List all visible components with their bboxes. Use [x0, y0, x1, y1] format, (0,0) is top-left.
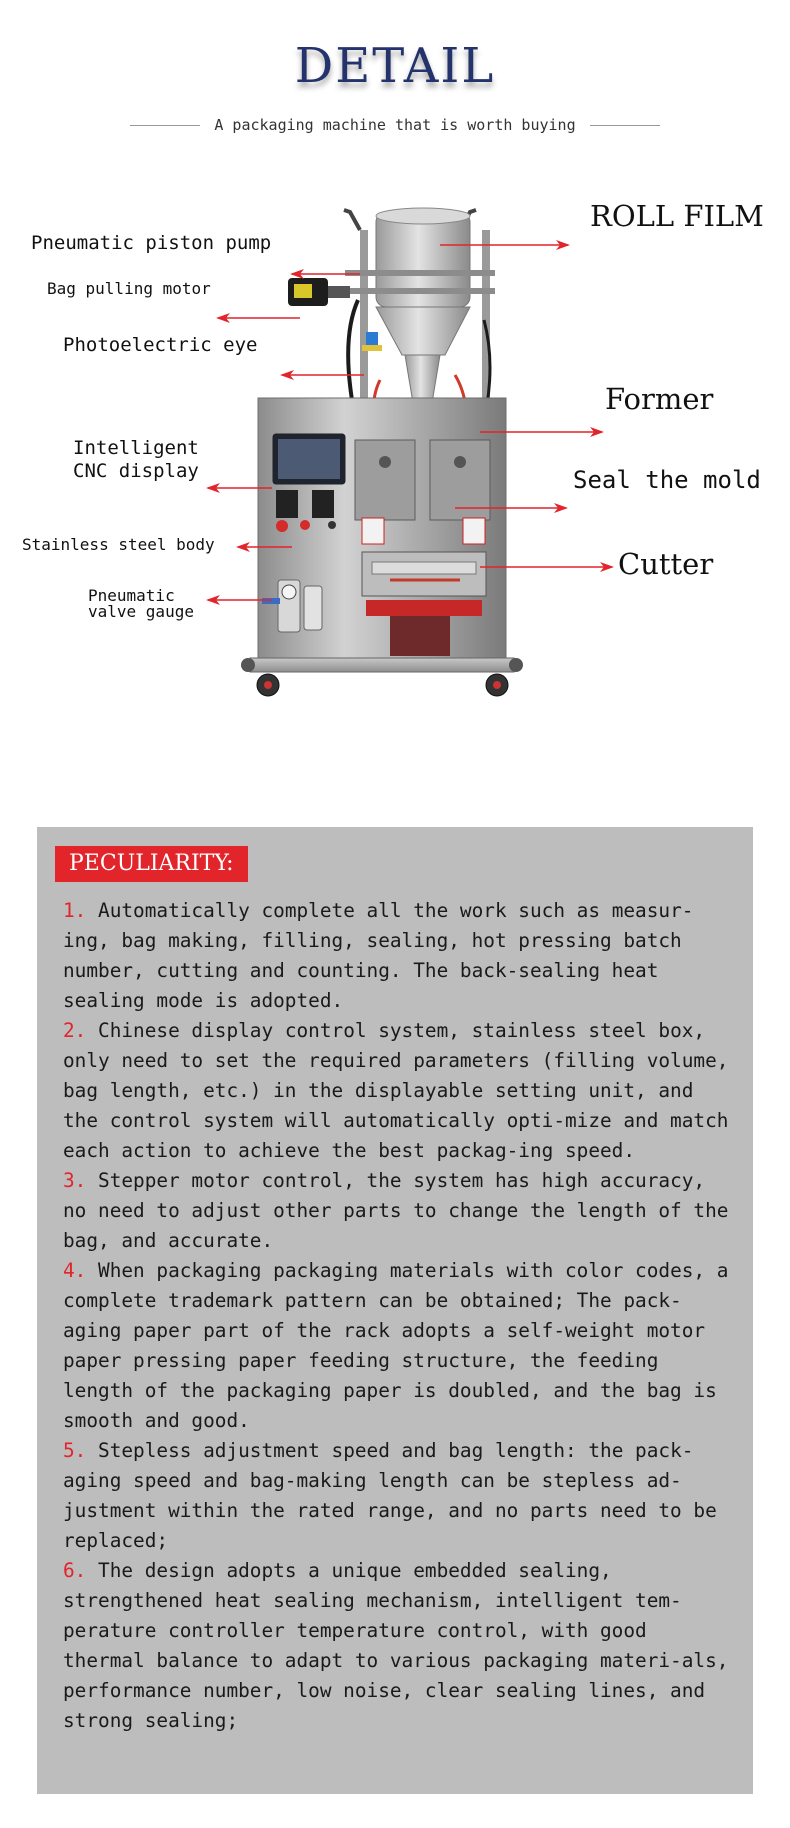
- label-cnc-display: CNC display: [73, 460, 199, 482]
- label-valve-gauge: valve gauge: [88, 602, 194, 621]
- label-photoelectric-eye: Photoelectric eye: [63, 334, 258, 356]
- feature-item-1: 1. Automatically complete all the work such as measur-ing, bag making, filling, sealing, hot pressing batch number, cutting and counting. The back-sealing heat sealing mode is adopted.: [63, 899, 694, 1012]
- page-subtitle: A packaging machine that is worth buying: [214, 116, 576, 134]
- peculiarity-list: [63, 896, 731, 1736]
- stop-button: [276, 520, 288, 532]
- label-intelligent: Intelligent: [73, 437, 199, 459]
- left-handle: [344, 210, 360, 230]
- feature-item-5: 5. Stepless adjustment speed and bag length: the pack-aging speed and bag-making length can be stepless ad-justment within the rated range, and no parts need to be replaced;: [63, 1439, 717, 1552]
- label-cutter: Cutter: [618, 547, 714, 581]
- label-stainless-steel-body: Stainless steel body: [22, 535, 215, 554]
- divider-right: [590, 125, 660, 126]
- subtitle-row: [0, 116, 790, 134]
- label-former: Former: [605, 382, 714, 416]
- label-seal-the-mold: Seal the mold: [573, 466, 761, 494]
- peculiarity-heading: PECULIARITY:: [55, 846, 248, 882]
- label-bag-pulling-motor: Bag pulling motor: [47, 279, 211, 298]
- divider-left: [130, 125, 200, 126]
- seal-mold-left: [355, 440, 415, 520]
- hopper-cone: [376, 307, 470, 355]
- feature-item-6: 6. The design adopts a unique embedded sealing, strengthened heat sealing mechanism, intelligent tem-perature controller temperature control, with good thermal balance to adapt to various packaging materi-als, performance number, low noise, clear sealing lines, and strong sealing;: [63, 1559, 729, 1732]
- machine-diagram: [0, 200, 790, 820]
- label-roll-film: ROLL FILM: [590, 199, 764, 233]
- feature-item-4: 4. When packaging packaging materials with color codes, a complete trademark pattern can be obtained; The pack-aging paper part of the rack adopts a self-weight motor paper pressing paper feeding structure, the feeding length of the packaging paper is doubled, and the bag is smooth and good.: [63, 1259, 729, 1432]
- base-frame: [250, 658, 514, 672]
- label-pneumatic: Pneumatic: [88, 586, 175, 605]
- label-pneumatic-piston-pump: Pneumatic piston pump: [31, 232, 272, 254]
- page-title: DETAIL: [294, 38, 496, 94]
- feature-item-3: 3. Stepper motor control, the system has high accuracy, no need to adjust other parts to change the length of the bag, and accurate.: [63, 1169, 729, 1252]
- feature-item-2: 2. Chinese display control system, stainless steel box, only need to set the required parameters (filling volume, bag length, etc.) in the displayable setting unit, and the control system will automatically opti-mize and match each action to achieve the best packag-ing speed.: [63, 1019, 729, 1162]
